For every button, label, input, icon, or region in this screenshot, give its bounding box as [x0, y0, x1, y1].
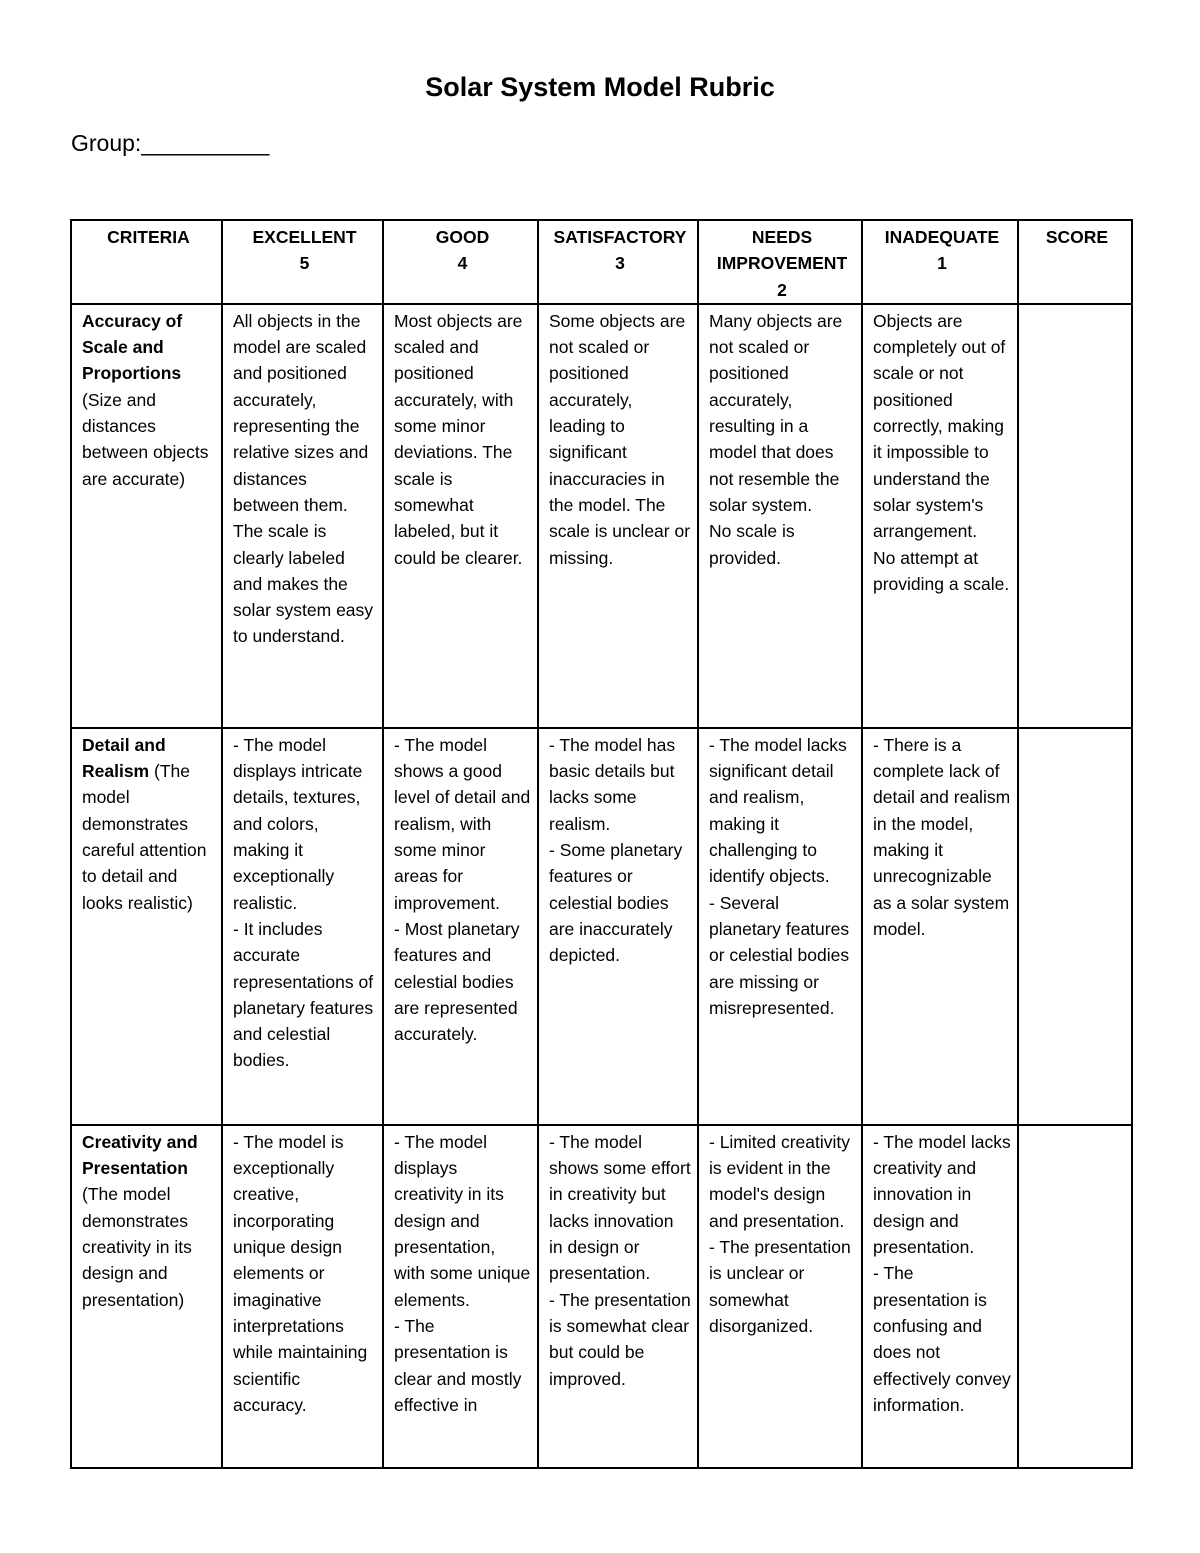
- header-score: SCORE: [1018, 220, 1132, 304]
- header-good: GOOD 4: [383, 220, 538, 304]
- inadequate-cell: - There is a complete lack of detail and realism in the model, making it unrecognizable as a solar system model.: [862, 728, 1018, 1125]
- satisfactory-cell: Some objects are not scaled or positioned accurately, leading to significant inaccuracies in the model. The scale is unclear or missing.: [538, 304, 698, 728]
- criterion-cell: Detail and Realism (The model demonstrates careful attention to detail and looks realistic): [71, 728, 222, 1125]
- excellent-cell: - The model displays intricate details, textures, and colors, making it exceptionally realistic. - It includes accurate representations of planetary features and celestial bodies.: [222, 728, 383, 1125]
- header-excellent: EXCELLENT 5: [222, 220, 383, 304]
- criterion-cell: Accuracy of Scale and Proportions (Size and distances between objects are accurate): [71, 304, 222, 728]
- excellent-cell: All objects in the model are scaled and positioned accurately, representing the relative sizes and distances between them. The scale is clearly labeled and makes the solar system easy to understand.: [222, 304, 383, 728]
- table-row: [71, 1125, 1132, 1468]
- needs-improvement-cell: - Limited creativity is evident in the model's design and presentation. - The presentation is unclear or somewhat disorganized.: [698, 1125, 862, 1468]
- table-row: [71, 728, 1132, 1125]
- satisfactory-cell: - The model shows some effort in creativity but lacks innovation in design or presentation. - The presentation is somewhat clear but could be improved.: [538, 1125, 698, 1468]
- document-title: Solar System Model Rubric: [425, 72, 775, 102]
- good-cell: - The model shows a good level of detail and realism, with some minor areas for improvement. - Most planetary features and celestial bodies are represented accurately.: [383, 728, 538, 1125]
- header-satisfactory: SATISFACTORY 3: [538, 220, 698, 304]
- good-cell: Most objects are scaled and positioned accurately, with some minor deviations. The scale is somewhat labeled, but it could be clearer.: [383, 304, 538, 728]
- header-row: [71, 220, 1132, 304]
- group-field-label: Group:__________: [71, 130, 270, 156]
- good-cell: - The model displays creativity in its design and presentation, with some unique elements. - The presentation is clear and mostly effective in: [383, 1125, 538, 1468]
- header-inadequate: INADEQUATE 1: [862, 220, 1018, 304]
- satisfactory-cell: - The model has basic details but lacks some realism. - Some planetary features or celestial bodies are inaccurately depicted.: [538, 728, 698, 1125]
- needs-improvement-cell: Many objects are not scaled or positioned accurately, resulting in a model that does not resemble the solar system. No scale is provided.: [698, 304, 862, 728]
- inadequate-cell: - The model lacks creativity and innovation in design and presentation. - The presentation is confusing and does not effectively convey information.: [862, 1125, 1018, 1468]
- score-cell[interactable]: [1018, 728, 1132, 1125]
- header-needs-improvement: NEEDS IMPROVEMENT 2: [698, 220, 862, 304]
- criterion-cell: Creativity and Presentation (The model demonstrates creativity in its design and presentation): [71, 1125, 222, 1468]
- score-cell[interactable]: [1018, 1125, 1132, 1468]
- table-row: [71, 304, 1132, 728]
- header-criteria: CRITERIA: [71, 220, 222, 304]
- needs-improvement-cell: - The model lacks significant detail and realism, making it challenging to identify objects. - Several planetary features or celestial bodies are missing or misrepresented.: [698, 728, 862, 1125]
- rubric-table: [70, 219, 1133, 1469]
- inadequate-cell: Objects are completely out of scale or not positioned correctly, making it impossible to understand the solar system's arrangement. No attempt at providing a scale.: [862, 304, 1018, 728]
- score-cell[interactable]: [1018, 304, 1132, 728]
- excellent-cell: - The model is exceptionally creative, incorporating unique design elements or imaginative interpretations while maintaining scientific accuracy.: [222, 1125, 383, 1468]
